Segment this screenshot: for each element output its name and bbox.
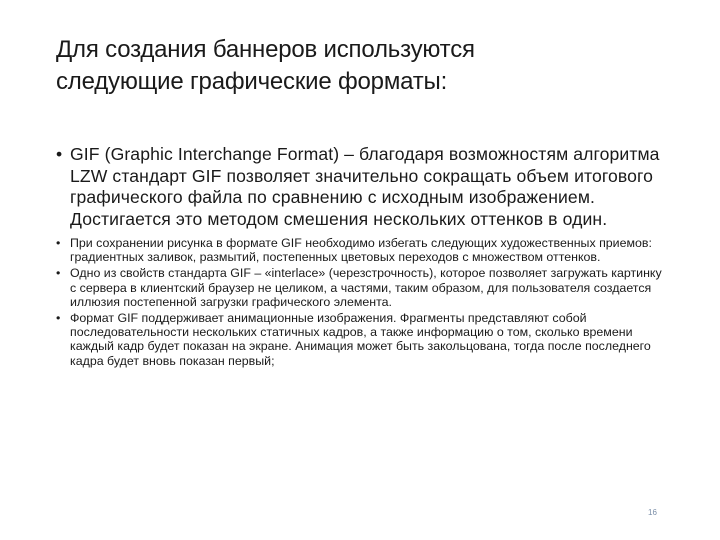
bullet-saving-tips — [56, 236, 666, 264]
bullet-interlace — [56, 266, 666, 309]
slide-title — [56, 34, 656, 98]
bullet-dot: • — [56, 266, 61, 281]
bullet-text: При сохранении рисунка в формате GIF необходимо избегать следующих художественных приемов: градиентных заливок, размытий, постепенных цветовых переходов с множеством оттенков. — [70, 236, 652, 265]
bullet-dot: • — [56, 236, 61, 250]
bullet-text: Одно из свойств стандарта GIF – «interlace» (черезстрочность), которое позволяет загружать картинку с сервера в клиентский браузер не целиком, а частями, таким образом, для пользователя создается иллюзия постепенной загрузки графического элемента. — [70, 266, 662, 309]
slide-title-line-2: следующие графические форматы: — [56, 68, 448, 95]
bullet-gif-format — [56, 144, 666, 230]
bullet-dot: • — [56, 311, 61, 326]
page-number: 16 — [648, 508, 657, 517]
slide-title-line-1: Для создания баннеров используются — [56, 36, 475, 63]
slide-content — [56, 144, 666, 370]
bullet-dot: • — [56, 144, 63, 164]
bullet-text: Формат GIF поддерживает анимационные изображения. Фрагменты представляют собой последовательности нескольких статичных кадров, а также информацию о том, сколько времени каждый кадр будет показан на экране. Анимация может быть закольцована, тогда после последнего кадра будет вновь показан первый; — [70, 311, 651, 368]
bullet-animation — [56, 311, 666, 368]
bullet-text: GIF (Graphic Interchange Format) – благодаря возможностям алгоритма LZW стандарт GIF позволяет значительно сокращать объем итогового графического файла по сравнению с исходным изображением. Достигается это методом смешения нескольких оттенков в один. — [70, 144, 660, 229]
